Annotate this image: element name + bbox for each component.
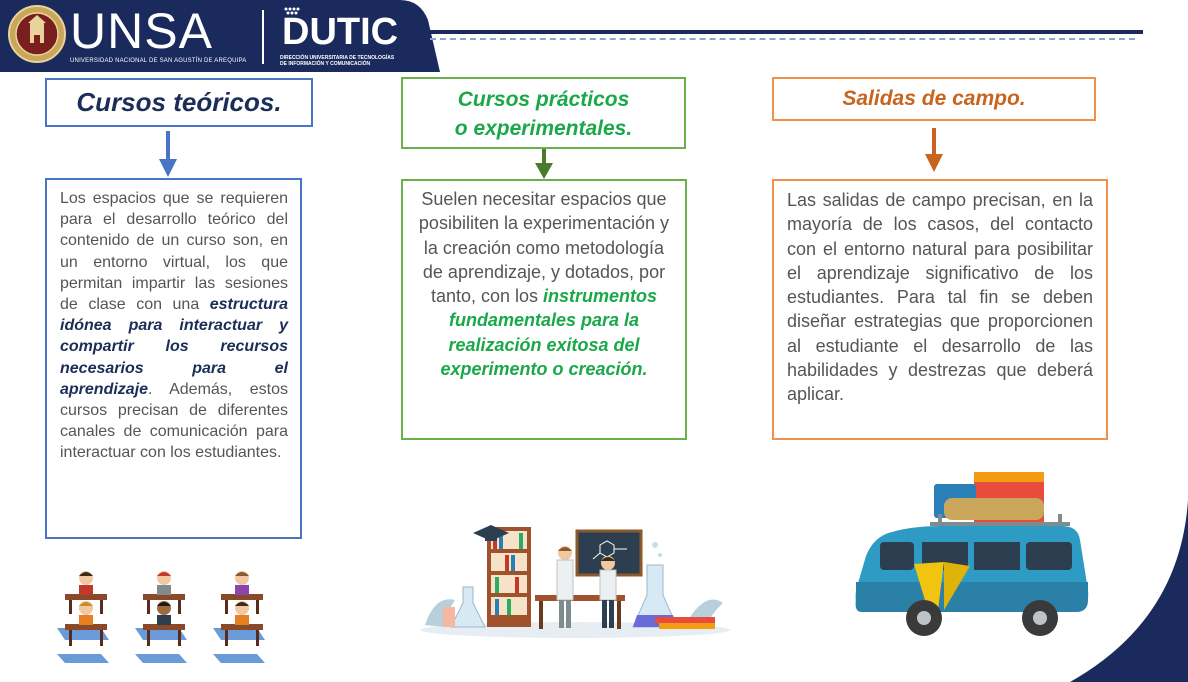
- travel-van-illustration: [852, 470, 1097, 645]
- arrow-down-icon: [159, 131, 177, 177]
- unsa-logo-text: UNSA: [70, 3, 213, 59]
- practice-title-line-1: Cursos prácticos: [457, 88, 630, 111]
- students-at-desks-illustration: [55, 568, 285, 663]
- title-practical-courses: [401, 77, 686, 149]
- title-field-trips: Salidas de campo.: [772, 77, 1096, 121]
- practice-text-1: Suelen necesitar espacios que posibiliten la experimentación y la creación como metodología de aprendizaje, y dotados, por tanto, con los: [418, 189, 670, 307]
- practice-title-line-2: o experimentales.: [454, 117, 633, 140]
- corner-decoration: [1070, 500, 1188, 682]
- dutic-subtitle-line-1: DIRECCIÓN UNIVERSITARIA DE TECNOLOGÍAS: [280, 55, 395, 61]
- field-trip-description: Las salidas de campo precisan, en la mayoría de los casos, del contacto con el entorno natural para posibilitar el aprendizaje significativo de los estudiantes. Para tal fin se deben diseñar estrategias que proporcionen al estudiante el desarrollo de las habilidades y destrezas que deberá aplicar.: [772, 179, 1108, 440]
- theory-text-1: Los espacios que se requieren para el desarrollo teórico del contenido de un curso son, en un entorno virtual, los que permitan impartir las sesiones de clase con una: [60, 190, 288, 314]
- logo-divider: [262, 10, 264, 64]
- university-seal-icon: [8, 5, 66, 63]
- theory-description: [45, 178, 302, 539]
- theory-text-2: . Además, estos cursos precisan de diferentes canales de comunicación para interactuar con los estudiantes.: [60, 380, 288, 462]
- header-rule: [425, 30, 1143, 34]
- laboratory-scientists-illustration: [415, 515, 730, 640]
- theory-emphasis: estructura idónea para interactuar y compartir los recursos necesarios para el aprendizaje: [60, 296, 288, 398]
- arrow-down-icon: [535, 149, 553, 179]
- dutic-subtitle-line-2: DE INFORMACIÓN Y COMUNICACIÓN: [280, 61, 371, 67]
- title-theory-courses: Cursos teóricos.: [45, 78, 313, 127]
- unsa-logo-subtitle: UNIVERSIDAD NACIONAL DE SAN AGUSTÍN DE AREQUIPA: [70, 58, 247, 64]
- header-dashed-rule: [430, 38, 1135, 40]
- practice-emphasis: instrumentos fundamentales para la realización exitosa del experimento o creación.: [440, 286, 658, 380]
- dutic-logo-text: DUTIC: [282, 11, 399, 53]
- dutic-logo-subtitle: [280, 55, 394, 67]
- arrow-down-icon: [925, 128, 943, 172]
- practice-description: [401, 179, 687, 440]
